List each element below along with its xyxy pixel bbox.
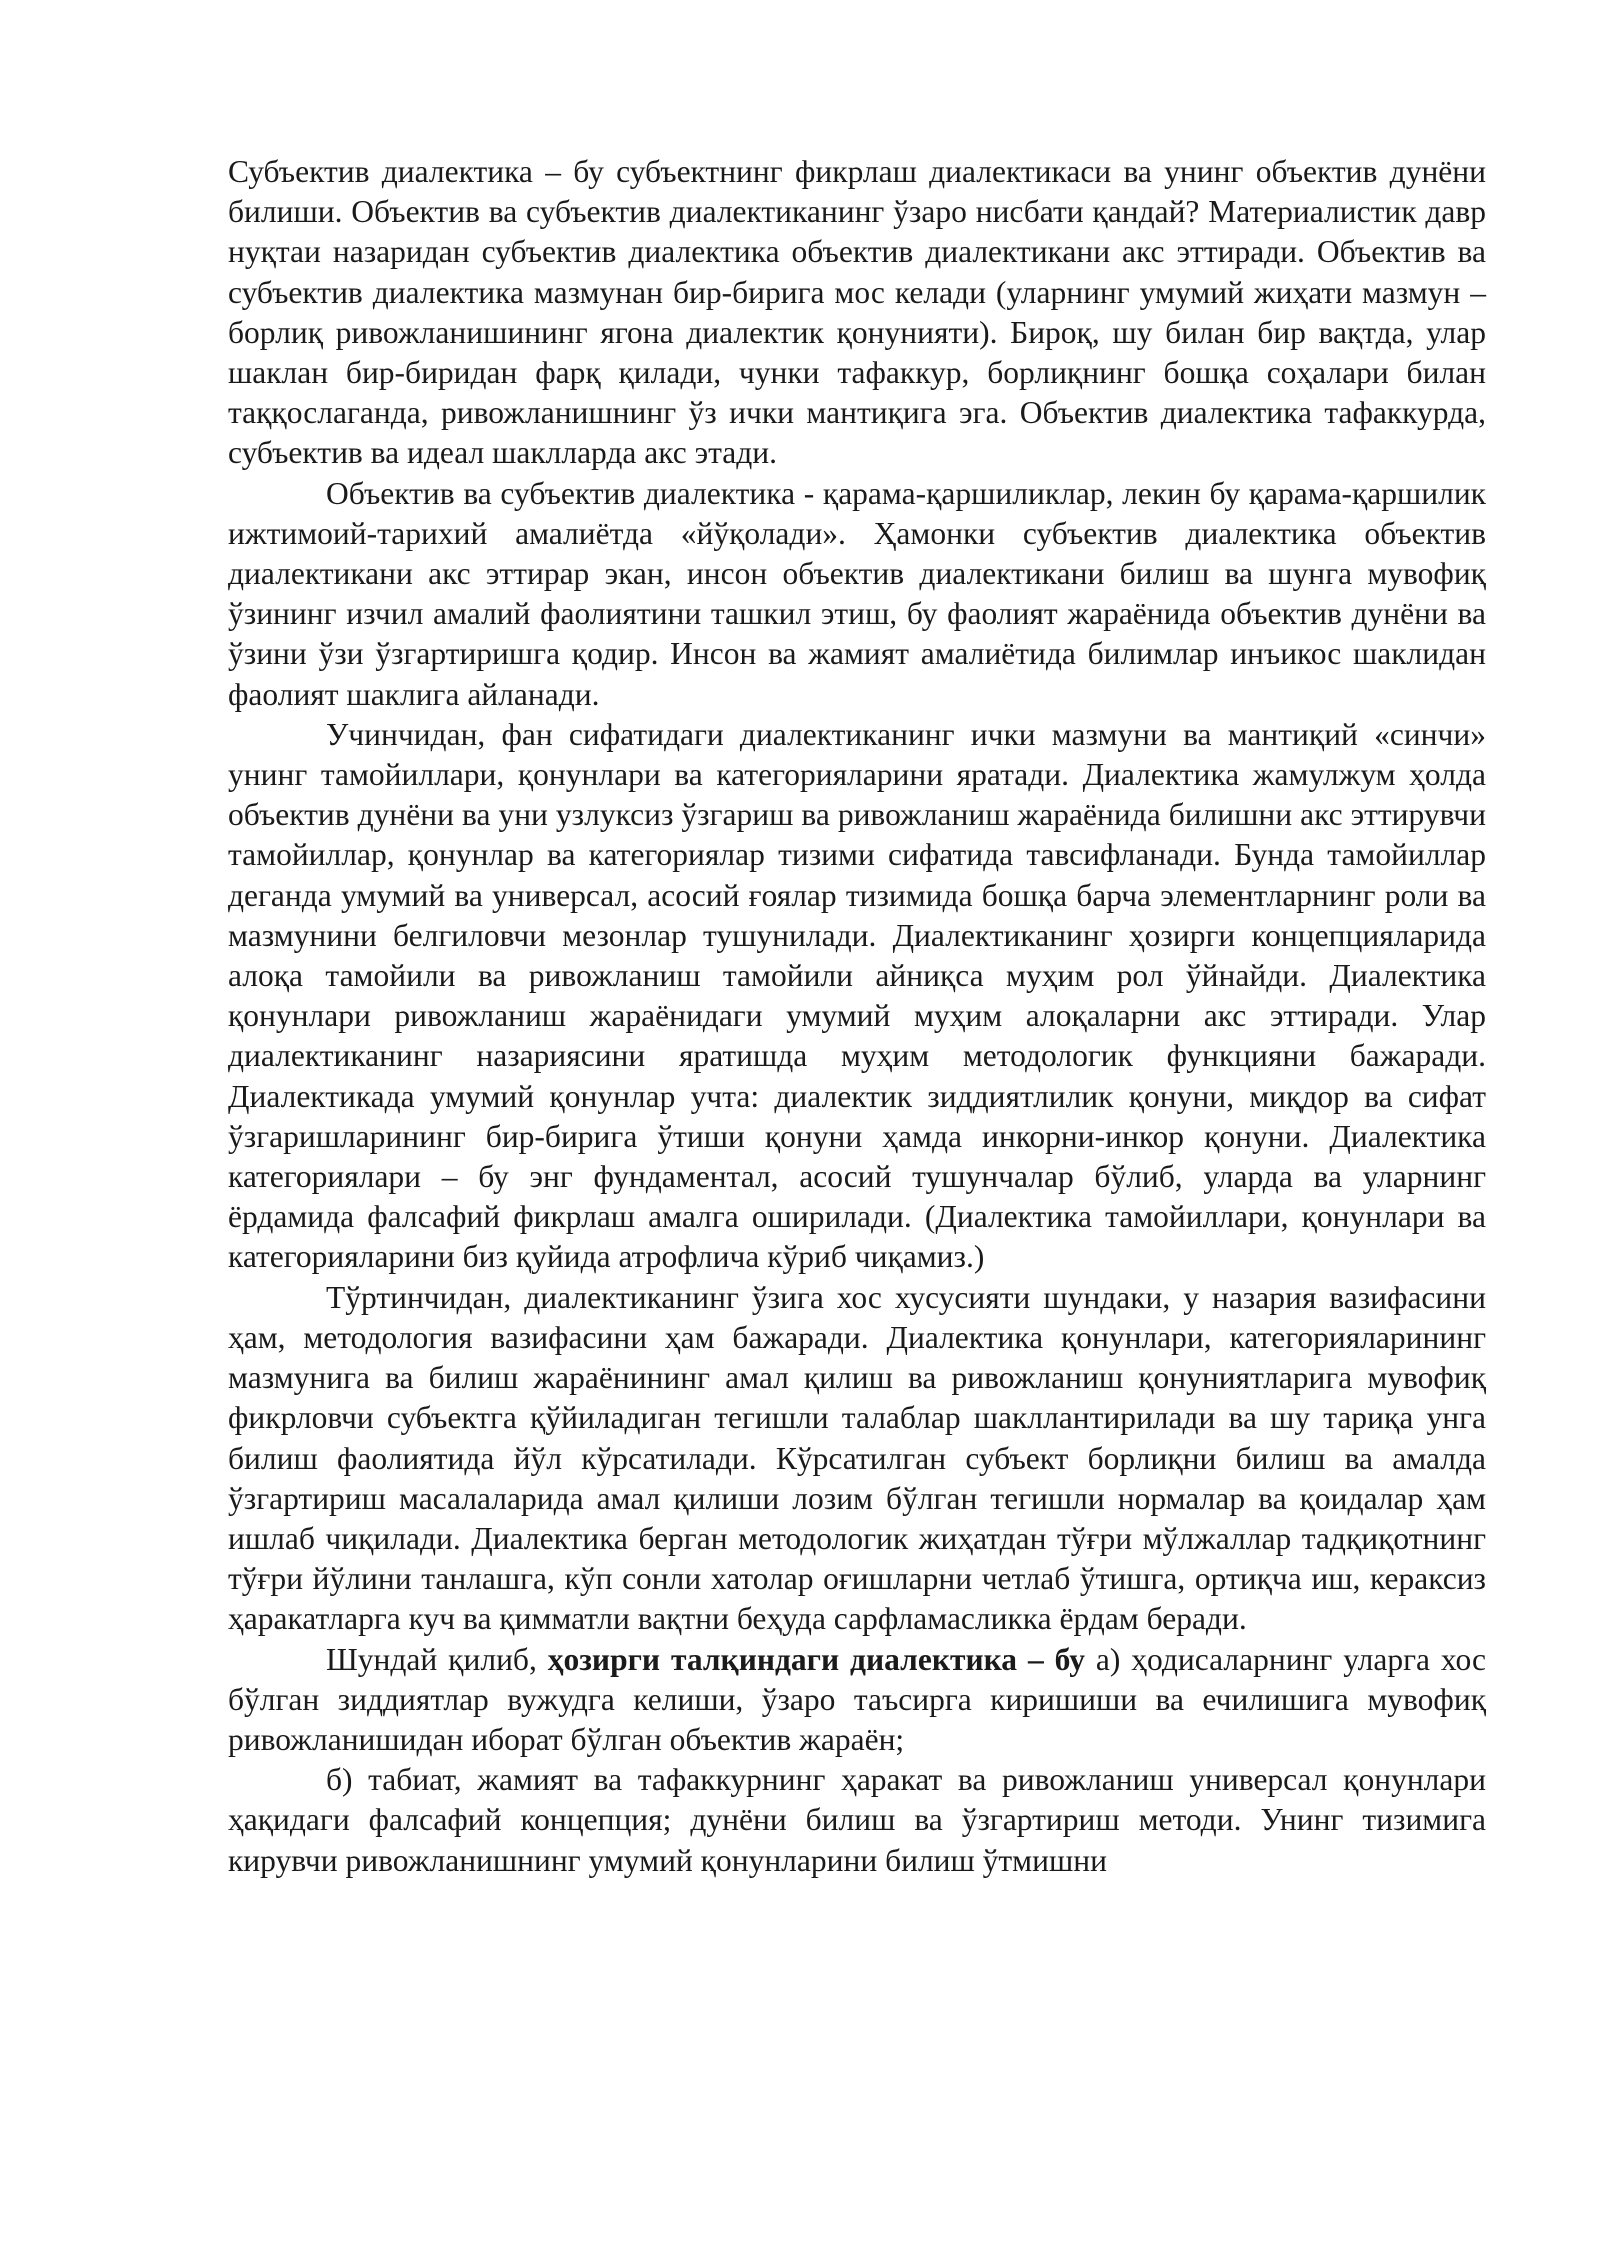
document-body xyxy=(228,152,1486,1881)
paragraph-fourthly: Тўртинчидан, диалектиканинг ўзига хос хусусияти шундаки, у назария вазифасини ҳам, методология вазифасини ҳам бажаради. Диалектика қонунлари, категорияларининг мазмунига ва билиш жараёнининг амал қилиш ва ривожланиш қонуниятларига мувофиқ фикрловчи субъектга қўйиладиган тегишли талаблар шакллантирилади ва шу тариқа унга билиш фаолиятида йўл кўрсатилади. Кўрсатилган субъект борлиқни билиш ва амалда ўзгартириш масалаларида амал қилиши лозим бўлган тегишли нормалар ва қоидалар ҳам ишлаб чиқилади. Диалектика берган методологик жиҳатдан тўғри мўлжаллар тадқиқотнинг тўғри йўлини танлашга, кўп сонли хатолар оғишларни четлаб ўтишга, ортиқча иш, кераксиз ҳаракатларга куч ва қимматли вақтни беҳуда сарфламасликка ёрдам беради. xyxy=(228,1279,1486,1637)
paragraph-thirdly: Учинчидан, фан сифатидаги диалектиканинг ички мазмуни ва мантиқий «синчи» унинг тамойиллари, қонунлари ва категорияларини яратади. Диалектика жамулжум ҳолда объектив дунёни ва уни узлуксиз ўзгариш ва ривожланиш жараёнида билишни акс эттирувчи тамойиллар, қонунлар ва категориялар тизими сифатида тавсифланади. Бунда тамойиллар деганда умумий ва универсал, асосий ғоялар тизимида бошқа барча элементларнинг роли ва мазмунини белгиловчи мезонлар тушунилади. Диалектиканинг ҳозирги концепцияларида алоқа тамойили ва ривожланиш тамойили айниқса муҳим рол ўйнайди. Диалектика қонунлари ривожланиш жараёнидаги умумий муҳим алоқаларни акс эттиради. Улар диалектиканинг назариясини яратишда муҳим методологик функцияни бажаради. Диалектикада умумий қонунлар учта: диалектик зиддиятлилик қонуни, миқдор ва сифат ўзгаришларининг бир-бирига ўтиши қонуни ҳамда инкорни-инкор қонуни. Диалектика категориялари – бу энг фундаментал, асосий тушунчалар бўлиб, уларда ва уларнинг ёрдамида фалсафий фикрлаш амалга оширилади. (Диалектика тамойиллари, қонунлари ва категорияларини биз қуйида атрофлича кўриб чиқамиз.) xyxy=(228,716,1486,1275)
paragraph-b-item: б) табиат, жамият ва тафаккурнинг ҳаракат ва ривожланиш универсал қонунлари ҳақидаги фалсафий концепция; дунёни билиш ва ўзгартириш методи. Унинг тизимига кирувчи ривожланишнинг умумий қонунларини билиш ўтмишни xyxy=(228,1762,1486,1878)
paragraph-thus xyxy=(228,1640,1486,1761)
paragraph-thus-bold-term: ҳозирги талқиндаги диалектика – бу xyxy=(547,1641,1085,1677)
paragraph-objective-subjective: Объектив ва субъектив диалектика - қарама-қаршиликлар, лекин бу қарама-қаршилик ижтимоий-тарихий амалиётда «йўқолади». Ҳамонки субъектив диалектика объектив диалектикани акс эттирар экан, инсон объектив диалектикани билиш ва шунга мувофиқ ўзининг изчил амалий фаолиятини ташкил этиш, бу фаолият жараёнида объектив дунёни ва ўзини ўзи ўзгартиришга қодир. Инсон ва жамият амалиётида билимлар инъикос шаклидан фаолият шаклига айланади. xyxy=(228,475,1486,712)
paragraph-thus-lead: Шундай қилиб, xyxy=(326,1641,548,1677)
paragraph-thus-rest: а) ҳодисаларнинг уларга хос бўлган зиддиятлар вужудга келиши, ўзаро таъсирга киришиши ва ечилишига мувофиқ ривожланишидан иборат бўлган объектив жараён; xyxy=(228,1641,1486,1757)
paragraph-subjective-dialectics: Субъектив диалектика – бу субъектнинг фикрлаш диалектикаси ва унинг объектив дунёни билиши. Объектив ва субъектив диалектиканинг ўзаро нисбати қандай? Материалистик давр нуқтаи назаридан субъектив диалектика объектив диалектикани акс эттиради. Объектив ва субъектив диалектика мазмунан бир-бирига мос келади (уларнинг умумий жиҳати мазмун – борлиқ ривожланишининг ягона диалектик қонунияти). Бироқ, шу билан бир вақтда, улар шаклан бир-биридан фарқ қилади, чунки тафаккур, борлиқнинг бошқа соҳалари билан таққослаганда, ривожланишнинг ўз ички мантиқига эга. Объектив диалектика тафаккурда, субъектив ва идеал шаклларда акс этади. xyxy=(228,154,1486,471)
